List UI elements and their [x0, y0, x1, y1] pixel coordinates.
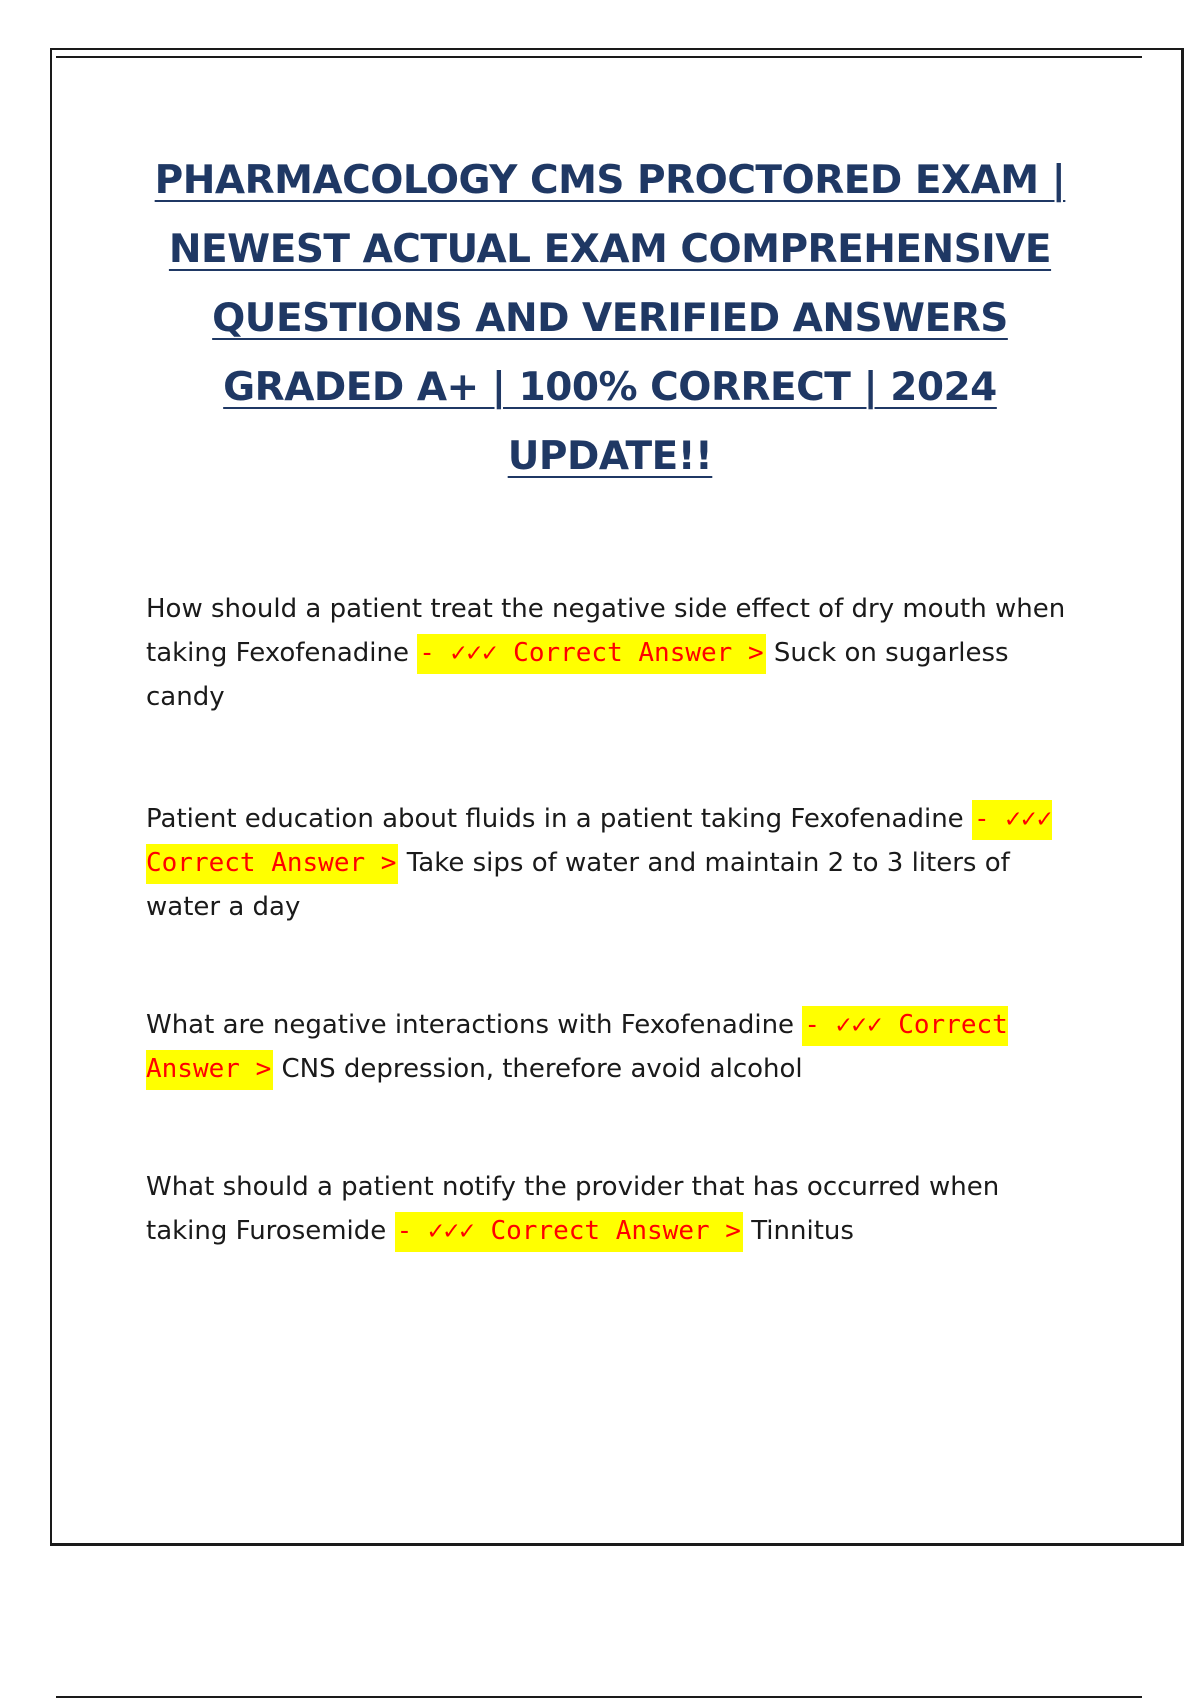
- document-title: [130, 146, 1090, 491]
- question-text: What should a patient notify the provider that has occurred when taking Furosemide: [146, 1172, 1000, 1246]
- question-text: What are negative interactions with Fexofenadine: [146, 1010, 795, 1040]
- bottom-rule: [56, 1696, 1142, 1698]
- document-title-text: PHARMACOLOGY CMS PROCTORED EXAM | NEWEST ACTUAL EXAM COMPREHENSIVE QUESTIONS AND VERIFIED ANSWERS GRADED A+ | 100% CORRECT | 2024 UPDATE!!: [154, 158, 1066, 479]
- top-rule: [56, 56, 1142, 58]
- question-text: Patient education about fluids in a patient taking Fexofenadine: [146, 804, 964, 834]
- correct-answer-marker: - ✓✓✓ Correct Answer >: [395, 1212, 743, 1252]
- question-text: How should a patient treat the negative side effect of dry mouth when taking Fexofenadine: [146, 594, 1066, 668]
- answer-text: CNS depression, therefore avoid alcohol: [281, 1054, 803, 1084]
- correct-answer-marker: - ✓✓✓ Correct Answer >: [146, 1006, 1008, 1090]
- qa-item: [146, 587, 1086, 719]
- correct-answer-marker: - ✓✓✓ Correct Answer >: [146, 800, 1052, 884]
- qa-item: [146, 1165, 1086, 1253]
- qa-item: [146, 1003, 1086, 1091]
- qa-list: [146, 587, 1086, 1253]
- correct-answer-marker: - ✓✓✓ Correct Answer >: [417, 634, 765, 674]
- qa-item: [146, 797, 1086, 929]
- answer-text: Take sips of water and maintain 2 to 3 liters of water a day: [146, 848, 1010, 922]
- answer-text: Tinnitus: [751, 1216, 854, 1246]
- answer-text: Suck on sugarless candy: [146, 638, 1009, 712]
